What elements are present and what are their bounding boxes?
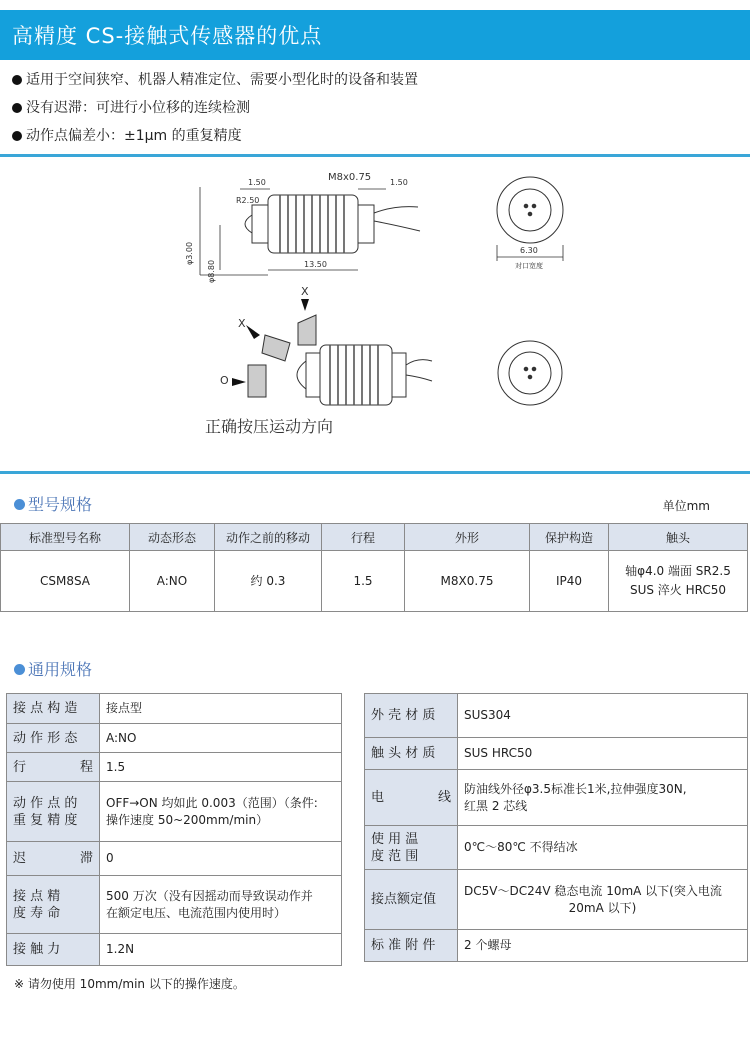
spec-label: 接点额定值 (365, 870, 458, 930)
wedge-x2 (298, 315, 316, 345)
table-header-row (1, 524, 748, 551)
model-section-title: 型号规格 (14, 492, 92, 515)
spec-value: 0 (100, 842, 342, 876)
spec-label: 迟 滞 (7, 842, 100, 876)
table-row (365, 738, 748, 770)
header-cell: 动态形态 (130, 524, 215, 551)
cell-stroke: 1.5 (322, 551, 405, 612)
arrow-x2-icon (301, 299, 309, 311)
section-dot-icon (14, 664, 25, 675)
sensor-dimension-drawing (180, 165, 600, 455)
spec-value: 1.2N (100, 934, 342, 966)
spec-label: 触 头 材 质 (365, 738, 458, 770)
wedge-o (248, 365, 266, 397)
usage-note: ※ 请勿使用 10mm/min 以下的操作速度。 (14, 977, 245, 991)
sensor-nut-left (252, 205, 268, 243)
spec-label: 动 作 形 态 (7, 724, 100, 753)
label-o: O (220, 374, 229, 387)
spec-value: SUS HRC50 (458, 738, 748, 770)
dim-sr: R2.50 (236, 196, 260, 205)
table-row (365, 930, 748, 962)
general-section-title: 通用规格 (14, 657, 92, 680)
table-row (365, 770, 748, 826)
table-row (7, 876, 342, 934)
cell-protection: IP40 (530, 551, 609, 612)
header-cell: 保护构造 (530, 524, 609, 551)
table-row (7, 724, 342, 753)
thread-label: M8x0.75 (328, 172, 372, 183)
model-table (0, 523, 748, 612)
spec-label: 接 触 力 (7, 934, 100, 966)
cell-contact: 轴φ4.0 端面 SR2.5 SUS 淬火 HRC50 (609, 551, 748, 612)
spec-value: A:NO (100, 724, 342, 753)
bullet-icon (12, 75, 22, 85)
sensor-tip (245, 215, 252, 233)
end-view-outer (497, 177, 563, 243)
cell-model-name: CSM8SA (1, 551, 130, 612)
dim-len: 13.50 (304, 260, 327, 269)
unit-label: 单位mm (662, 499, 710, 513)
spec-value: DC5V～DC24V 稳态电流 10mA 以下(突入电流 20mA 以下) (458, 870, 748, 930)
page-title: 高精度 CS-接触式传感器的优点 (12, 24, 323, 48)
table-row (365, 870, 748, 930)
spec-label: 接 点 构 造 (7, 694, 100, 724)
dim-right: 1.50 (390, 178, 408, 187)
general-spec-left-table (6, 693, 342, 966)
table-row (7, 694, 342, 724)
spec-value: 防油线外径φ3.5标准长1米,拉伸强度30N, 红黑 2 芯线 (458, 770, 748, 826)
title-banner (0, 10, 750, 60)
section-divider (0, 471, 750, 474)
advantage-item: 动作点偏差小：±1μm 的重复精度 (12, 122, 742, 150)
drawing-caption: 正确按压运动方向 (205, 417, 334, 436)
table-row (1, 551, 748, 612)
sensor-nut-right (358, 205, 374, 243)
dim-hex: 6.30 (520, 246, 538, 255)
label-x1: X (238, 317, 246, 330)
section-divider (0, 154, 750, 157)
dim-left: 1.50 (248, 178, 266, 187)
dim-small: φ8.80 (207, 259, 216, 283)
general-spec-right-table (364, 693, 748, 962)
arrow-o-icon (232, 378, 246, 386)
section-dot-icon (14, 499, 25, 510)
table-row (7, 934, 342, 966)
cell-pretravel: 约 0.3 (215, 551, 322, 612)
spec-label: 使 用 温 度 范 围 (365, 826, 458, 870)
spec-label: 动 作 点 的 重 复 精 度 (7, 782, 100, 842)
advantage-item: 没有迟滞：可进行小位移的连续检测 (12, 94, 742, 122)
dim-dia: φ3.00 (185, 241, 194, 265)
label-x2: X (301, 285, 309, 298)
spec-label: 外 壳 材 质 (365, 694, 458, 738)
spec-value: 2 个螺母 (458, 930, 748, 962)
advantages-list (12, 66, 742, 150)
bullet-icon (12, 103, 22, 113)
header-cell: 外形 (405, 524, 530, 551)
table-row (7, 753, 342, 782)
cell-shape: M8X0.75 (405, 551, 530, 612)
spec-label: 接 点 精 度 寿 命 (7, 876, 100, 934)
spec-label: 标 准 附 件 (365, 930, 458, 962)
table-row (7, 782, 342, 842)
spec-value: 1.5 (100, 753, 342, 782)
arrow-x1-icon (246, 325, 260, 339)
header-cell: 标准型号名称 (1, 524, 130, 551)
spec-label: 行 程 (7, 753, 100, 782)
header-cell: 动作之前的移动 (215, 524, 322, 551)
header-cell: 触头 (609, 524, 748, 551)
dim-hex-note: 对口宽度 (515, 262, 543, 270)
advantage-item: 适用于空间狭窄、机器人精准定位、需要小型化时的设备和装置 (12, 66, 742, 94)
header-cell: 行程 (322, 524, 405, 551)
table-row (365, 694, 748, 738)
wedge-x1 (262, 335, 290, 361)
bullet-icon (12, 131, 22, 141)
spec-value: 500 万次（没有因摇动而导致误动作并 在额定电压、电流范围内使用时） (100, 876, 342, 934)
spec-label: 电 线 (365, 770, 458, 826)
table-row (365, 826, 748, 870)
spec-value: OFF→ON 均如此 0.003（范围）（条件: 操作速度 50~200mm/min） (100, 782, 342, 842)
spec-value: SUS304 (458, 694, 748, 738)
spec-value: 0℃～80℃ 不得结冰 (458, 826, 748, 870)
cell-form: A:NO (130, 551, 215, 612)
spec-value: 接点型 (100, 694, 342, 724)
table-row (7, 842, 342, 876)
